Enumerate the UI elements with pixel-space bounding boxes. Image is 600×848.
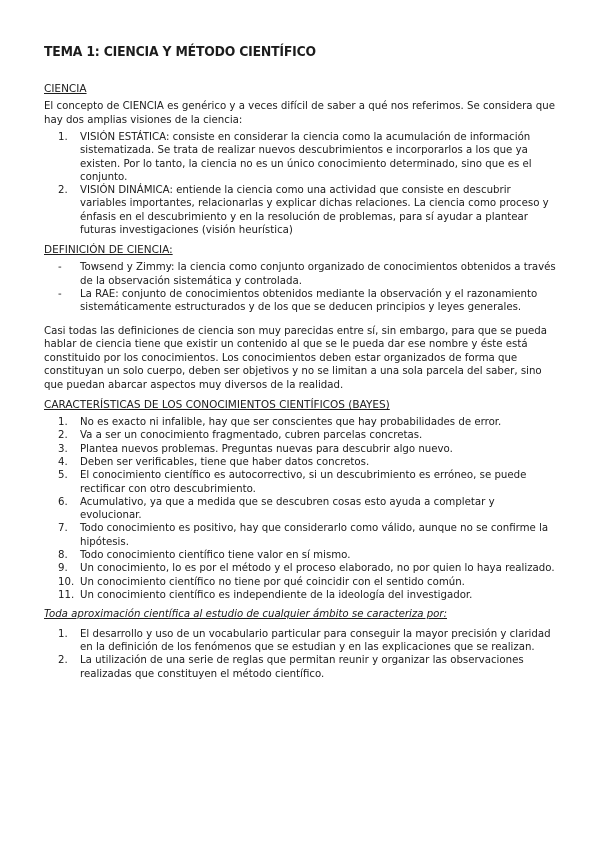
list-marker: 3. xyxy=(58,443,68,455)
list-marker: 1. xyxy=(58,628,68,640)
paragraph-ciencia-intro: El concepto de CIENCIA es genérico y a veces difícil de saber a qué nos referimos. Se considera que hay dos amplias visiones de la ciencia: xyxy=(44,101,555,126)
document-page xyxy=(44,44,558,685)
list-item xyxy=(44,628,558,655)
list-item xyxy=(44,184,558,237)
list-item xyxy=(44,456,558,469)
list-marker: 6. xyxy=(58,496,68,508)
paragraph-definicion: Casi todas las definiciones de ciencia son muy parecidas entre sí, sin embargo, para que se pueda hablar de ciencia tiene que existir un contenido al que se le pueda dar ese nombre y éste está constituido por los conocimientos. Los conocimientos deben estar organizados de forma que constituyan un solo cuerpo, deben ser objetivos y no se limitan a una sola parcela del saber, sino que puedan abarcar aspectos muy diversos de la realidad. xyxy=(44,325,548,391)
list-marker: 1. xyxy=(58,132,68,143)
list-item xyxy=(44,443,558,456)
list-marker: 9. xyxy=(58,563,68,575)
heading-caracteristicas: CARACTERÍSTICAS DE LOS CONOCIMIENTOS CIENTÍFICOS (BAYES) xyxy=(44,399,390,412)
list-item xyxy=(44,589,558,602)
list-marker: - xyxy=(58,288,62,300)
heading-definicion: DEFINICIÓN DE CIENCIA: xyxy=(44,244,173,257)
list-item xyxy=(44,131,558,184)
list-marker: 1. xyxy=(58,417,68,429)
list-item-text: Va a ser un conocimiento fragmentado, cubren parcelas concretas. xyxy=(80,430,423,442)
list-item-text: El desarrollo y uso de un vocabulario particular para conseguir la mayor precisión y claridad en la definición de los fenómenos que se estudian y en las explicaciones que se realizan. xyxy=(80,628,551,654)
list-item-text: Un conocimiento científico no tiene por qué coincidir con el sentido común. xyxy=(80,576,465,588)
list-item xyxy=(44,429,558,442)
list-item-text: Deben ser verificables, tiene que haber datos concretos. xyxy=(80,456,370,468)
list-item-text: El conocimiento científico es autocorrectivo, si un descubrimiento es erróneo, se puede rectificar con otro descubrimiento. xyxy=(80,470,527,495)
list-marker: 2. xyxy=(58,655,68,667)
list-item xyxy=(44,261,558,288)
list-marker: 10. xyxy=(58,576,75,588)
list-item xyxy=(44,288,558,315)
document-title: TEMA 1: CIENCIA Y MÉTODO CIENTÍFICO xyxy=(44,44,316,60)
list-visiones xyxy=(44,131,558,237)
list-item-text: VISIÓN ESTÁTICA: consiste en considerar la ciencia como la acumulación de información sistematizada. Se trata de realizar nuevos descubrimientos e incorporarlos a los que ya existen. Por lo tanto, la ciencia no es un único conocimiento determinado, sino que es el conjunto. xyxy=(80,132,532,183)
list-item-text: Plantea nuevos problemas. Preguntas nuevas para descubrir algo nuevo. xyxy=(80,443,453,455)
list-item-text: La utilización de una serie de reglas que permitan reunir y organizar las observaciones realizadas que constituyen el método científico. xyxy=(80,655,524,680)
list-item-text: Acumulativo, ya que a medida que se descubren cosas esto ayuda a completar y evolucionar. xyxy=(80,496,495,522)
list-aproximacion xyxy=(44,628,558,681)
list-item xyxy=(44,496,558,523)
heading-aproximacion: Toda aproximación científica al estudio de cualquier ámbito se caracteriza por: xyxy=(44,609,448,621)
list-caracteristicas xyxy=(44,416,558,602)
list-item-text: Towsend y Zimmy: la ciencia como conjunto organizado de conocimientos obtenidos a través de la observación sistemática y controlada. xyxy=(80,262,556,287)
list-item-text: No es exacto ni infalible, hay que ser conscientes que hay probabilidades de error. xyxy=(80,417,502,429)
list-item xyxy=(44,549,558,562)
list-item-text: Un conocimiento, lo es por el método y el proceso elaborado, no por quien lo haya realizado. xyxy=(80,563,555,575)
list-item xyxy=(44,562,558,575)
list-item-text: Todo conocimiento es positivo, hay que considerarlo como válido, aunque no se confirme la hipótesis. xyxy=(80,523,549,548)
list-marker: 7. xyxy=(58,523,68,535)
list-marker: 11. xyxy=(58,589,75,601)
heading-ciencia: CIENCIA xyxy=(44,83,87,95)
list-item xyxy=(44,576,558,589)
list-item xyxy=(44,654,558,681)
list-item xyxy=(44,469,558,496)
list-item-text: VISIÓN DINÁMICA: entiende la ciencia como una actividad que consiste en descubrir variables importantes, relacionarlas y explicar dichas relaciones. La ciencia como proceso y énfasis en el descubrimiento y en la resolución de problemas, para sí ayudar a plantear futuras investigaciones (visión heurística) xyxy=(80,185,549,237)
list-item xyxy=(44,416,558,429)
list-item xyxy=(44,522,558,549)
list-marker: - xyxy=(58,262,62,274)
list-item-text: Un conocimiento científico es independiente de la ideología del investigador. xyxy=(80,589,473,601)
list-marker: 5. xyxy=(58,470,68,482)
list-marker: 2. xyxy=(58,430,68,442)
list-item-text: La RAE: conjunto de conocimientos obtenidos mediante la observación y el razonamiento sistemáticamente estructurados y de los que se deducen principios y leyes generales. xyxy=(80,288,538,314)
list-marker: 4. xyxy=(58,456,68,468)
list-marker: 8. xyxy=(58,550,68,562)
list-item-text: Todo conocimiento científico tiene valor en sí mismo. xyxy=(80,550,351,562)
list-definiciones xyxy=(44,261,558,314)
list-marker: 2. xyxy=(58,185,68,197)
